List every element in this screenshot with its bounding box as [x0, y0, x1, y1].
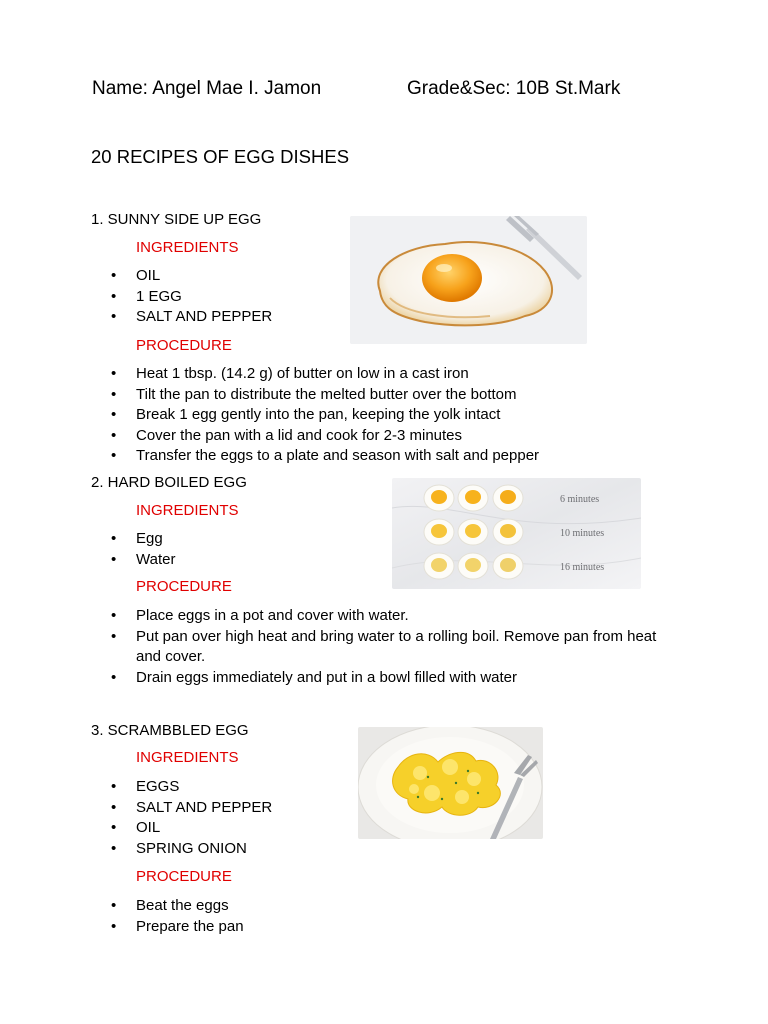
grade-section: Grade&Sec: 10B St.Mark — [407, 78, 621, 99]
list-item: • Beat the eggs — [108, 896, 244, 917]
list-item: • SALT AND PEPPER — [108, 307, 272, 328]
photo-label-10-minutes: 10 minutes — [560, 528, 605, 539]
list-item: • OIL — [108, 818, 272, 839]
list-item: • EGGS — [108, 777, 272, 798]
scrambled-egg-photo — [358, 727, 543, 839]
recipe-2-ingredients-label: INGREDIENTS — [136, 502, 239, 519]
document-title: 20 RECIPES OF EGG DISHES — [91, 146, 350, 167]
list-item: • Heat 1 tbsp. (14.2 g) of butter on low in a cast iron — [108, 364, 539, 385]
list-item: • Drain eggs immediately and put in a bowl filled with water — [108, 668, 676, 689]
recipe-2-procedure-list — [108, 606, 676, 688]
recipe-1-ingredients-label: INGREDIENTS — [136, 239, 239, 256]
recipe-1-ingredients-list — [108, 266, 272, 328]
list-item: • Break 1 egg gently into the pan, keeping the yolk intact — [108, 405, 539, 426]
recipe-1-title: 1. SUNNY SIDE UP EGG — [91, 211, 262, 228]
list-item: • SALT AND PEPPER — [108, 798, 272, 819]
list-item: • SPRING ONION — [108, 839, 272, 860]
photo-label-6-minutes: 6 minutes — [560, 494, 600, 505]
sunny-side-up-egg-photo — [350, 216, 587, 344]
recipe-2-title: 2. HARD BOILED EGG — [91, 474, 247, 491]
hard-boiled-eggs-photo — [392, 478, 641, 589]
list-item: • OIL — [108, 266, 272, 287]
recipe-3-ingredients-list — [108, 777, 272, 859]
list-item: • Cover the pan with a lid and cook for 2-3 minutes — [108, 426, 539, 447]
list-item: • Egg — [108, 529, 175, 550]
recipe-1-procedure-label: PROCEDURE — [136, 337, 232, 354]
photo-label-16-minutes: 16 minutes — [560, 562, 605, 573]
list-item: • 1 EGG — [108, 287, 272, 308]
recipe-3-ingredients-label: INGREDIENTS — [136, 749, 239, 766]
recipe-2-procedure-label: PROCEDURE — [136, 578, 232, 595]
list-item: • Prepare the pan — [108, 917, 244, 938]
recipe-3-procedure-label: PROCEDURE — [136, 868, 232, 885]
list-item: • Place eggs in a pot and cover with water. — [108, 606, 676, 627]
recipe-1-procedure-list — [108, 364, 539, 467]
list-item: • Water — [108, 550, 175, 571]
list-item: • Put pan over high heat and bring water to a rolling boil. Remove pan from heat and cover. — [108, 627, 676, 668]
recipe-3-title: 3. SCRAMBBLED EGG — [91, 722, 249, 739]
list-item: • Tilt the pan to distribute the melted butter over the bottom — [108, 385, 539, 406]
list-item: • Transfer the eggs to a plate and season with salt and pepper — [108, 446, 539, 467]
recipe-2-ingredients-list — [108, 529, 175, 570]
student-name: Name: Angel Mae I. Jamon — [92, 78, 322, 99]
recipe-3-procedure-list — [108, 896, 244, 937]
